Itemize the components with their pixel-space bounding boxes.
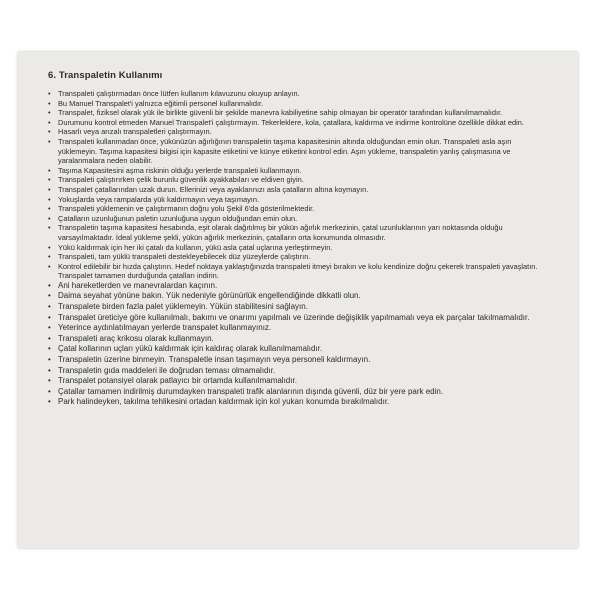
list-item: • Kontrol edilebilir bir hızda çalıştırın. Hedef noktaya yaklaştığınızda transpaleti itmeyi bırakın ve kolu kendinize doğru çekerek transpaleti yavaşlatın. Transpalet tamamen durduğunda çatalları indirin. — [48, 262, 548, 281]
list-item: • Çatal kollarının uçları yükü kaldırmak için kaldıraç olarak kullanılmamalıdır. — [48, 344, 548, 355]
list-item: • Yokuşlarda veya rampalarda yük kaldırmayın veya taşımayın. — [48, 195, 548, 205]
list-item: • Taşıma Kapasitesini aşma riskinin olduğu yerlerde transpaleti kullanmayın. — [48, 166, 548, 176]
list-item: • Çatalların uzunluğunun paletin uzunluğuna uygun olduğundan emin olun. — [48, 214, 548, 224]
list-item: • Transpalet, fiziksel olarak yük ile birlikte güvenli bir şekilde manevra kabiliyetine sahip olmayan bir operatör tarafından kullanılmamalıdır. — [48, 108, 548, 118]
list-item: • Çatallar tamamen indirilmiş durumdayken transpaleti trafik alanlarının dışında güvenli, düz bir yere park edin. — [48, 387, 548, 398]
section-content — [48, 70, 548, 408]
list-item: • Yükü kaldırmak için her iki çatalı da kullanın, yükü asla çatal uçlarına yerleştirmeyin. — [48, 243, 548, 253]
section-title: 6. Transpaletin Kullanımı — [48, 70, 163, 81]
list-item: • Ani hareketlerden ve manevralardan kaçının. — [48, 281, 548, 292]
list-item: • Transpaleti çalıştırmadan önce lütfen kullanım kılavuzunu okuyup anlayın. — [48, 89, 548, 99]
list-item: • Transpalet çatallarından uzak durun. Ellerinizi veya ayaklarınızı asla çatalların altına koymayın. — [48, 185, 548, 195]
list-item: • Transpaleti araç krikosu olarak kullanmayın. — [48, 334, 548, 345]
list-item: • Transpaleti çalıştırırken çelik burunlu güvenlik ayakkabıları ve eldiven giyin. — [48, 175, 548, 185]
list-item: • Transpalet üreticiye göre kullanılmalı, bakımı ve onarımı yapılmalı ve üzerinde değişiklik yapılmamalı veya ek parçalar takılmamalıdır. — [48, 313, 548, 324]
list-item: • Transpaleti yüklemenin ve çalıştırmanın doğru yolu Şekil 6'da gösterilmektedir. — [48, 204, 548, 214]
list-item: • Transpaletin gıda maddeleri ile doğrudan teması olmamalıdır. — [48, 366, 548, 377]
list-item: • Durumunu kontrol etmeden Manuel Transpalet'i çalıştırmayın. Tekerleklere, kola, çatallara, kaldırma ve indirme kontrolüne özellikle dikkat edin. — [48, 118, 548, 128]
list-item: • Bu Manuel Transpalet'i yalnızca eğitimli personel kullanmalıdır. — [48, 99, 548, 109]
bullet-list — [48, 89, 548, 408]
document-page — [18, 52, 578, 548]
list-item: • Transpalet potansiyel olarak patlayıcı bir ortamda kullanılmamalıdır. — [48, 376, 548, 387]
list-item: • Daima seyahat yönüne bakın. Yük nedeniyle görünürlük engellendiğinde dikkatli olun. — [48, 291, 548, 302]
list-item: • Hasarlı veya arızalı transpaletleri çalıştırmayın. — [48, 127, 548, 137]
list-item: • Transpaleti, tam yüklü transpaleti destekleyebilecek düz yüzeylerde çalıştırın. — [48, 252, 548, 262]
list-item: • Transpaletin üzerine binmeyin. Transpaletle insan taşımayın veya personeli kaldırmayın. — [48, 355, 548, 366]
list-item: • Park halindeyken, takılma tehlikesini ortadan kaldırmak için kol yukarı konumda bırakılmalıdır. — [48, 397, 548, 408]
list-item: • Transpaletin taşıma kapasitesi hesabında, eşit olarak dağıtılmış bir yükün ağırlık merkezinin, çatal uzunluklarının yarı noktasında olduğu varsayılmaktadır. İdeal yükleme şekli, yükün ağırlık merkezinin, çatalların orta konumunda olmasıdır. — [48, 223, 548, 242]
list-item: • Transpalete birden fazla palet yüklemeyin. Yükün stabilitesini sağlayın. — [48, 302, 548, 313]
list-item: • Transpaleti kullanmadan önce, yükünüzün ağırlığının transpaletin taşıma kapasitesinin altında olduğundan emin olun. Transpaleti asla aşırı yüklemeyin. Taşıma kapasitesi bilgisi için kapasite etiketini ve künye etiketini kontrol edin. Aşırı yükleme, transpaletin yanlış çalışmasına ve yaralanmalara neden olabilir. — [48, 137, 548, 166]
list-item: • Yeterince aydınlatılmayan yerlerde transpalet kullanmayınız. — [48, 323, 548, 334]
